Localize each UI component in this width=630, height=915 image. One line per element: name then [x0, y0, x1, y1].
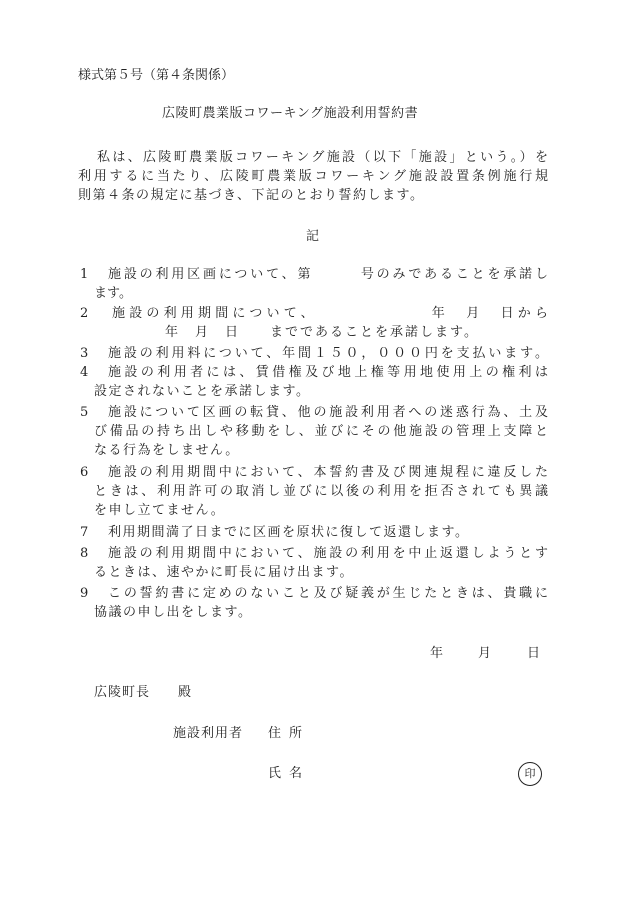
seal-mark: 印 [518, 762, 542, 786]
item-line: 協議の申し出をします。 [94, 605, 253, 620]
date-day-label: 日 [527, 646, 541, 661]
item-number: 8 [80, 546, 89, 561]
item-line: 施設の利用期間中において、本誓約書及び関連規程に違反した [108, 465, 548, 480]
item-number: 2 [80, 306, 89, 321]
item-line: 施設の利用区画について、第 号のみであることを承諾し [108, 267, 548, 282]
item-number: 9 [80, 586, 89, 601]
document-title: 広陵町農業版コワーキング施設利用誓約書 [162, 106, 419, 121]
date-year-label: 年 [430, 646, 444, 661]
addressee: 広陵町長 殿 [94, 685, 193, 700]
facility-user-label: 施設利用者 [173, 726, 244, 741]
item-line: 施設の利用者には、賃借権及び地上権等用地使用上の権利は [108, 365, 548, 380]
item-line: なる行為をしません。 [94, 443, 240, 458]
item-line: ます。 [94, 286, 132, 301]
name-label: 氏名 [268, 766, 311, 781]
item-line: 施設の利用期間について、 年 月 日から [112, 306, 548, 321]
intro-line-3: 則第４条の規定に基づき、下記のとおり誓約します。 [78, 188, 425, 203]
address-label: 住所 [268, 726, 311, 741]
item-line: この誓約書に定めのないこと及び疑義が生じたときは、貴職に [108, 586, 548, 601]
item-number: 6 [80, 465, 89, 480]
intro-line-1: 私は、広陵町農業版コワーキング施設（以下「施設」という。）を [97, 150, 548, 165]
item-number: 3 [80, 346, 89, 361]
ki-heading: 記 [306, 229, 320, 244]
item-line: を申し立てません。 [94, 503, 226, 518]
item-line: 施設の利用料について、年間１５０，０００円を支払います。 [108, 346, 548, 361]
item-line: 年 月 日 までであることを承諾します。 [165, 325, 479, 340]
item-line: ときは、利用許可の取消し並びに以後の利用を拒否されても異議 [94, 484, 548, 499]
item-line: 設定されないことを承諾します。 [94, 384, 311, 399]
item-number: 7 [80, 525, 89, 540]
intro-line-2: 利用するに当たり、広陵町農業版コワーキング施設設置条例施行規 [78, 169, 548, 184]
item-line: るときは、速やかに町長に届け出ます。 [94, 565, 354, 580]
date-month-label: 月 [478, 646, 492, 661]
item-number: 4 [80, 365, 89, 380]
item-number: 1 [80, 267, 89, 282]
item-line: び備品の持ち出しや移動をし、並びにその他施設の管理上支障と [94, 424, 548, 439]
form-number: 様式第５号（第４条関係） [78, 68, 235, 83]
item-line: 施設の利用期間中において、施設の利用を中止返還しようとす [108, 546, 548, 561]
item-number: 5 [80, 405, 89, 420]
item-line: 施設について区画の転貸、他の施設利用者への迷惑行為、土及 [108, 405, 548, 420]
item-line: 利用期間満了日までに区画を原状に復して返還します。 [108, 525, 470, 540]
